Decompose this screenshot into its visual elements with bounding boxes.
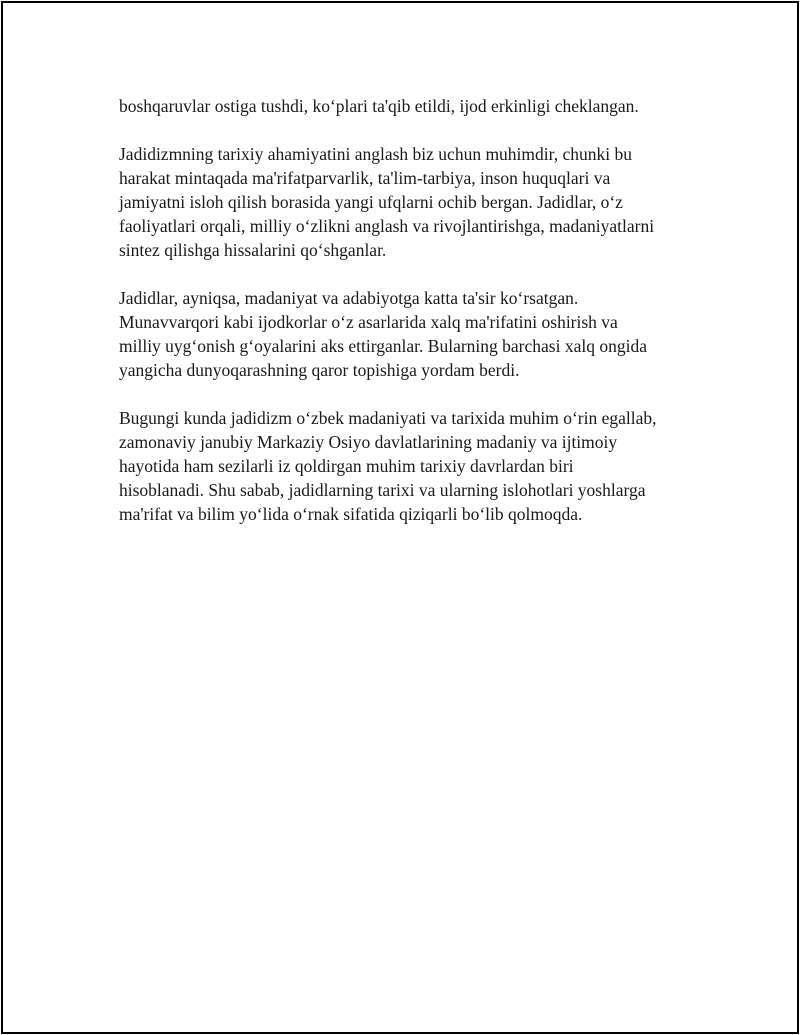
text-line: yangicha dunyoqarashning qaror topishiga yordam berdi. <box>119 360 520 380</box>
text-line: hisoblanadi. Shu sabab, jadidlarning tarixi va ularning islohotlari yoshlarga <box>119 480 646 500</box>
text-line: Munavvarqori kabi ijodkorlar oʻz asarlarida xalq ma'rifatini oshirish va <box>119 312 618 332</box>
text-line: harakat mintaqada ma'rifatparvarlik, ta'lim-tarbiya, inson huquqlari va <box>119 168 611 188</box>
text-line: jamiyatni isloh qilish borasida yangi ufqlarni ochib bergan. Jadidlar, oʻz <box>119 192 623 212</box>
paragraph <box>119 406 699 526</box>
text-line: faoliyatlari orqali, milliy oʻzlikni anglash va rivojlantirishga, madaniyatlarni <box>119 216 655 236</box>
text-line: Jadidizmning tarixiy ahamiyatini anglash biz uchun muhimdir, chunki bu <box>119 144 633 164</box>
text-line: boshqaruvlar ostiga tushdi, koʻplari ta'qib etildi, ijod erkinligi cheklangan. <box>119 96 639 116</box>
document-page <box>1 1 799 1034</box>
paragraph <box>119 286 699 382</box>
paragraph <box>119 94 699 118</box>
text-line: Jadidlar, ayniqsa, madaniyat va adabiyotga katta ta'sir koʻrsatgan. <box>119 288 579 308</box>
document-body <box>119 94 699 550</box>
text-line: sintez qilishga hissalarini qoʻshganlar. <box>119 240 387 260</box>
text-line: hayotida ham sezilarli iz qoldirgan muhim tarixiy davrlardan biri <box>119 456 574 476</box>
text-line: zamonaviy janubiy Markaziy Osiyo davlatlarining madaniy va ijtimoiy <box>119 432 618 452</box>
paragraph <box>119 142 699 262</box>
text-line: ma'rifat va bilim yoʻlida oʻrnak sifatida qiziqarli boʻlib qolmoqda. <box>119 504 583 524</box>
text-line: milliy uygʻonish gʻoyalarini aks ettirganlar. Bularning barchasi xalq ongida <box>119 336 647 356</box>
text-line: Bugungi kunda jadidizm oʻzbek madaniyati va tarixida muhim oʻrin egallab, <box>119 408 657 428</box>
